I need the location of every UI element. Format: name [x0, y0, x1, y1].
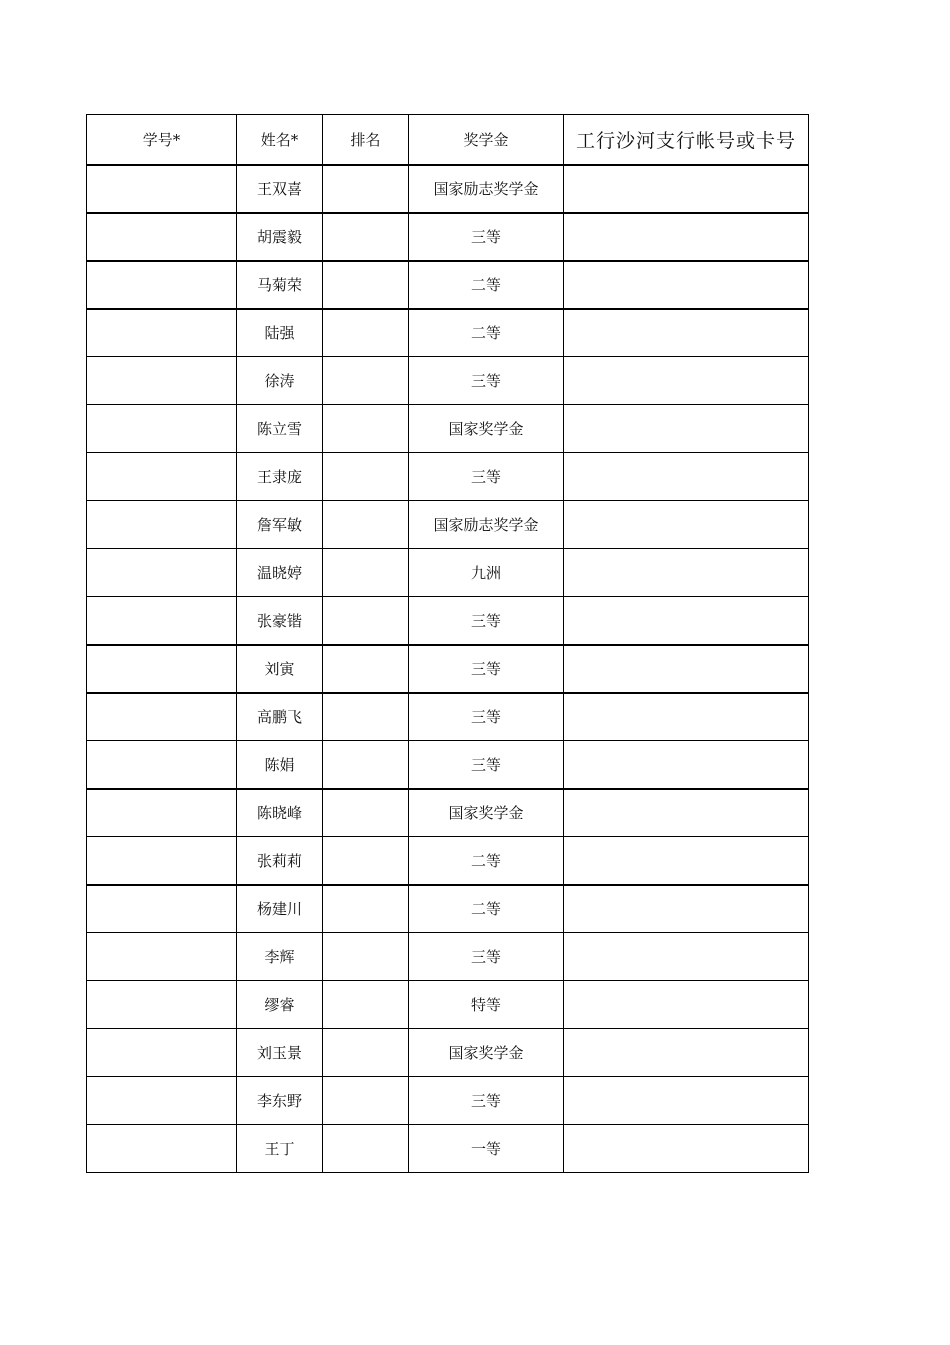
cell-bank-account[interactable]	[564, 789, 809, 837]
cell-student-id[interactable]	[87, 213, 237, 261]
cell-student-id[interactable]	[87, 837, 237, 885]
cell-name: 张莉莉	[237, 837, 323, 885]
header-scholarship: 奖学金	[409, 115, 564, 165]
cell-rank[interactable]	[323, 1125, 409, 1173]
cell-rank[interactable]	[323, 1077, 409, 1125]
cell-bank-account[interactable]	[564, 885, 809, 933]
cell-student-id[interactable]	[87, 693, 237, 741]
cell-student-id[interactable]	[87, 501, 237, 549]
cell-scholarship: 国家励志奖学金	[409, 501, 564, 549]
cell-student-id[interactable]	[87, 309, 237, 357]
cell-name: 杨建川	[237, 885, 323, 933]
cell-student-id[interactable]	[87, 165, 237, 213]
cell-scholarship: 三等	[409, 645, 564, 693]
cell-scholarship: 一等	[409, 1125, 564, 1173]
cell-rank[interactable]	[323, 981, 409, 1029]
cell-name: 詹军敏	[237, 501, 323, 549]
cell-scholarship: 国家奖学金	[409, 405, 564, 453]
cell-bank-account[interactable]	[564, 261, 809, 309]
cell-bank-account[interactable]	[564, 309, 809, 357]
cell-name: 徐涛	[237, 357, 323, 405]
cell-bank-account[interactable]	[564, 981, 809, 1029]
cell-rank[interactable]	[323, 837, 409, 885]
cell-scholarship: 二等	[409, 885, 564, 933]
cell-scholarship: 三等	[409, 213, 564, 261]
cell-name: 李东野	[237, 1077, 323, 1125]
cell-scholarship: 九洲	[409, 549, 564, 597]
table-row	[87, 261, 809, 309]
cell-scholarship: 三等	[409, 1077, 564, 1125]
header-student-id: 学号*	[87, 115, 237, 165]
table-row	[87, 741, 809, 789]
cell-bank-account[interactable]	[564, 933, 809, 981]
cell-student-id[interactable]	[87, 981, 237, 1029]
cell-student-id[interactable]	[87, 741, 237, 789]
table-row	[87, 165, 809, 213]
table-row	[87, 885, 809, 933]
cell-name: 陈娟	[237, 741, 323, 789]
table-row	[87, 837, 809, 885]
cell-rank[interactable]	[323, 597, 409, 645]
cell-name: 王双喜	[237, 165, 323, 213]
cell-rank[interactable]	[323, 549, 409, 597]
cell-rank[interactable]	[323, 501, 409, 549]
cell-student-id[interactable]	[87, 549, 237, 597]
cell-bank-account[interactable]	[564, 357, 809, 405]
table-row	[87, 1077, 809, 1125]
cell-name: 陈立雪	[237, 405, 323, 453]
cell-name: 胡震毅	[237, 213, 323, 261]
cell-name: 王隶庞	[237, 453, 323, 501]
cell-scholarship: 特等	[409, 981, 564, 1029]
cell-student-id[interactable]	[87, 261, 237, 309]
table-row	[87, 597, 809, 645]
cell-bank-account[interactable]	[564, 453, 809, 501]
cell-scholarship: 二等	[409, 309, 564, 357]
cell-name: 高鹏飞	[237, 693, 323, 741]
table-row	[87, 453, 809, 501]
cell-scholarship: 国家奖学金	[409, 789, 564, 837]
cell-bank-account[interactable]	[564, 741, 809, 789]
cell-rank[interactable]	[323, 885, 409, 933]
header-name: 姓名*	[237, 115, 323, 165]
cell-rank[interactable]	[323, 405, 409, 453]
table-row	[87, 789, 809, 837]
cell-scholarship: 三等	[409, 741, 564, 789]
cell-bank-account[interactable]	[564, 1077, 809, 1125]
table-row	[87, 357, 809, 405]
cell-scholarship: 三等	[409, 597, 564, 645]
scholarship-table	[86, 114, 809, 1173]
cell-student-id[interactable]	[87, 645, 237, 693]
cell-rank[interactable]	[323, 693, 409, 741]
scholarship-sheet	[86, 114, 809, 1173]
cell-scholarship: 国家励志奖学金	[409, 165, 564, 213]
table-row	[87, 213, 809, 261]
cell-scholarship: 三等	[409, 357, 564, 405]
cell-rank[interactable]	[323, 789, 409, 837]
cell-name: 缪睿	[237, 981, 323, 1029]
cell-scholarship: 三等	[409, 933, 564, 981]
cell-rank[interactable]	[323, 645, 409, 693]
cell-scholarship: 二等	[409, 261, 564, 309]
cell-name: 李辉	[237, 933, 323, 981]
cell-bank-account[interactable]	[564, 837, 809, 885]
cell-student-id[interactable]	[87, 1125, 237, 1173]
cell-bank-account[interactable]	[564, 405, 809, 453]
cell-bank-account[interactable]	[564, 597, 809, 645]
table-row	[87, 1125, 809, 1173]
cell-bank-account[interactable]	[564, 501, 809, 549]
cell-name: 陆强	[237, 309, 323, 357]
header-row	[87, 115, 809, 165]
cell-rank[interactable]	[323, 165, 409, 213]
cell-bank-account[interactable]	[564, 1125, 809, 1173]
table-row	[87, 693, 809, 741]
table-row	[87, 933, 809, 981]
cell-name: 刘玉景	[237, 1029, 323, 1077]
cell-scholarship: 三等	[409, 693, 564, 741]
table-body	[87, 165, 809, 1173]
cell-scholarship: 国家奖学金	[409, 1029, 564, 1077]
header-bank-account: 工行沙河支行帐号或卡号	[564, 115, 809, 165]
cell-name: 王丁	[237, 1125, 323, 1173]
cell-name: 马菊荣	[237, 261, 323, 309]
cell-student-id[interactable]	[87, 885, 237, 933]
table-row	[87, 1029, 809, 1077]
cell-name: 刘寅	[237, 645, 323, 693]
cell-bank-account[interactable]	[564, 165, 809, 213]
cell-student-id[interactable]	[87, 405, 237, 453]
table-row	[87, 309, 809, 357]
cell-bank-account[interactable]	[564, 693, 809, 741]
cell-bank-account[interactable]	[564, 1029, 809, 1077]
cell-scholarship: 三等	[409, 453, 564, 501]
cell-rank[interactable]	[323, 933, 409, 981]
table-row	[87, 501, 809, 549]
cell-bank-account[interactable]	[564, 213, 809, 261]
cell-rank[interactable]	[323, 261, 409, 309]
cell-student-id[interactable]	[87, 453, 237, 501]
table-row	[87, 981, 809, 1029]
cell-name: 温晓婷	[237, 549, 323, 597]
cell-student-id[interactable]	[87, 1077, 237, 1125]
cell-student-id[interactable]	[87, 597, 237, 645]
header-rank: 排名	[323, 115, 409, 165]
cell-rank[interactable]	[323, 741, 409, 789]
cell-student-id[interactable]	[87, 933, 237, 981]
cell-student-id[interactable]	[87, 357, 237, 405]
cell-name: 陈晓峰	[237, 789, 323, 837]
cell-rank[interactable]	[323, 213, 409, 261]
cell-bank-account[interactable]	[564, 549, 809, 597]
cell-rank[interactable]	[323, 453, 409, 501]
table-row	[87, 645, 809, 693]
table-header	[87, 115, 809, 165]
cell-rank[interactable]	[323, 357, 409, 405]
cell-scholarship: 二等	[409, 837, 564, 885]
cell-rank[interactable]	[323, 1029, 409, 1077]
cell-student-id[interactable]	[87, 789, 237, 837]
cell-bank-account[interactable]	[564, 645, 809, 693]
table-row	[87, 405, 809, 453]
cell-name: 张豪锴	[237, 597, 323, 645]
table-row	[87, 549, 809, 597]
cell-rank[interactable]	[323, 309, 409, 357]
cell-student-id[interactable]	[87, 1029, 237, 1077]
